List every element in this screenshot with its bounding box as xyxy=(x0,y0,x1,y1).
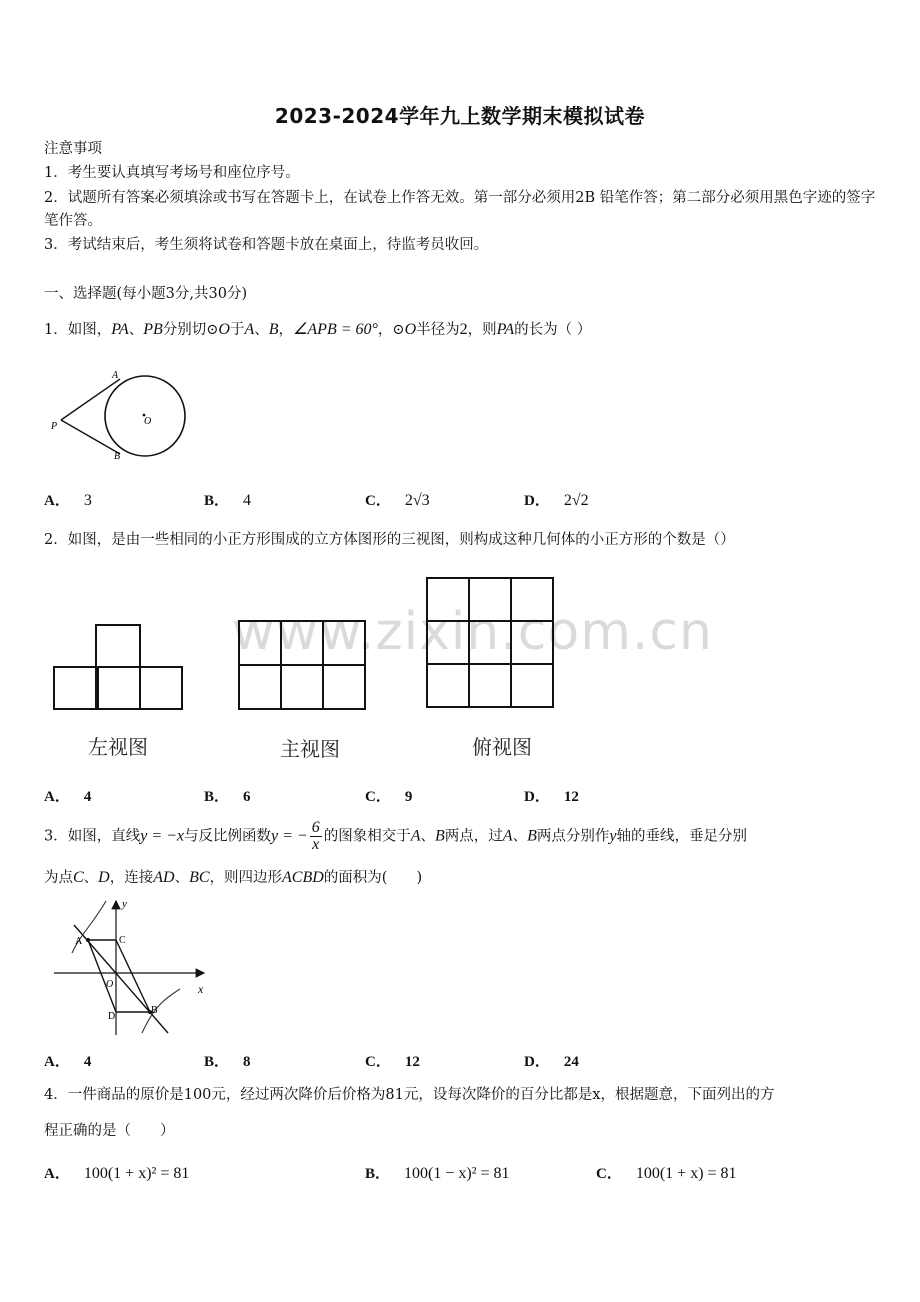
q2-option-b[interactable]: B． 6 xyxy=(204,789,251,805)
q1-option-c[interactable]: C． 2√3 xyxy=(365,492,430,509)
svg-text:C: C xyxy=(119,935,126,946)
q3-graph-figure xyxy=(50,895,220,1040)
q2-option-a[interactable]: A． 4 xyxy=(44,789,92,805)
q4-text-line-1: 4．一件商品的原价是100元，经过两次降价后价格为81元，设每次降价的百分比都是x，根据题意，下面列出的方 xyxy=(44,1087,775,1103)
svg-text:D: D xyxy=(108,1011,116,1022)
q1-option-d[interactable]: D． 2√2 xyxy=(524,492,589,509)
q1-label-p: P xyxy=(51,421,58,432)
q1-label-a: A xyxy=(112,370,119,381)
svg-text:y: y xyxy=(122,898,127,910)
q4-option-b[interactable]: B． 100(1 − x)² = 81 xyxy=(365,1165,510,1182)
q3-text-line-2: 为点C、D，连接AD、BC，则四边形ACBD的面积为( ) xyxy=(44,869,423,886)
watermark: www.zixin.com.cn xyxy=(232,602,713,662)
q1-label-o: O xyxy=(144,416,152,427)
q3-option-b[interactable]: B． 8 xyxy=(204,1054,251,1070)
q3-fraction: $\frac{6}{x}$ xyxy=(311,819,320,853)
q4-text-line-2: 程正确的是（ ） xyxy=(44,1123,175,1139)
q1-tangent-figure xyxy=(44,366,204,466)
q2-three-views-figure xyxy=(52,575,562,715)
top-view-grid xyxy=(427,578,553,707)
q1-option-a[interactable]: A． 3 xyxy=(44,492,92,509)
q2-option-d[interactable]: D． 12 xyxy=(524,789,579,805)
q1-option-b[interactable]: B． 4 xyxy=(204,492,252,509)
q3-option-a[interactable]: A． 4 xyxy=(44,1054,92,1070)
page-title: 2023-2024学年九上数学期末模拟试卷 xyxy=(274,104,646,128)
notice-heading: 注意事项 xyxy=(44,141,102,157)
svg-text:O: O xyxy=(106,979,114,990)
q3-option-d[interactable]: D． 24 xyxy=(524,1054,579,1070)
caption-left-view: 左视图 xyxy=(88,735,148,759)
caption-top-view: 俯视图 xyxy=(472,735,532,759)
q1-text: 1．如图，PA、PB分别切⊙O于A、B，∠APB = 60°，⊙O半径为2，则PA的长为（ ） xyxy=(44,321,592,338)
left-view-grid xyxy=(54,625,182,709)
q1-label-b: B xyxy=(114,451,121,462)
svg-text:x: x xyxy=(198,982,204,996)
q3-text-line-1: 3．如图，直线y = −x与反比例函数y = − $\frac{6}{x}$ 的图象相交于A、B两点，过A、B两点分别作y轴的垂线，垂足分别 xyxy=(44,819,747,853)
notice-item-3: 3．考试结束后，考生须将试卷和答题卡放在桌面上，待监考员收回。 xyxy=(44,237,489,253)
q4-option-c[interactable]: C． 100(1 + x) = 81 xyxy=(596,1165,737,1182)
svg-text:A: A xyxy=(75,936,83,947)
svg-text:B: B xyxy=(151,1005,158,1016)
q3-option-c[interactable]: C． 12 xyxy=(365,1054,420,1070)
q2-text: 2．如图，是由一些相同的小正方形围成的立方体图形的三视图，则构成这种几何体的小正方形的个数是（） xyxy=(44,532,735,548)
q2-option-c[interactable]: C． 9 xyxy=(365,789,413,805)
front-view-grid xyxy=(239,621,365,709)
notice-item-2: 2．试题所有答案必须填涂或书写在答题卡上，在试卷上作答无效。第一部分必须用2B 铅笔作答；第二部分必须用黑色字迹的签字笔作答。 xyxy=(44,190,876,229)
section-heading: 一、选择题(每小题3分,共30分) xyxy=(44,286,248,302)
notice-item-1: 1．考生要认真填写考场号和座位序号。 xyxy=(44,165,300,181)
q4-option-a[interactable]: A． 100(1 + x)² = 81 xyxy=(44,1165,190,1182)
caption-front-view: 主视图 xyxy=(280,737,340,761)
